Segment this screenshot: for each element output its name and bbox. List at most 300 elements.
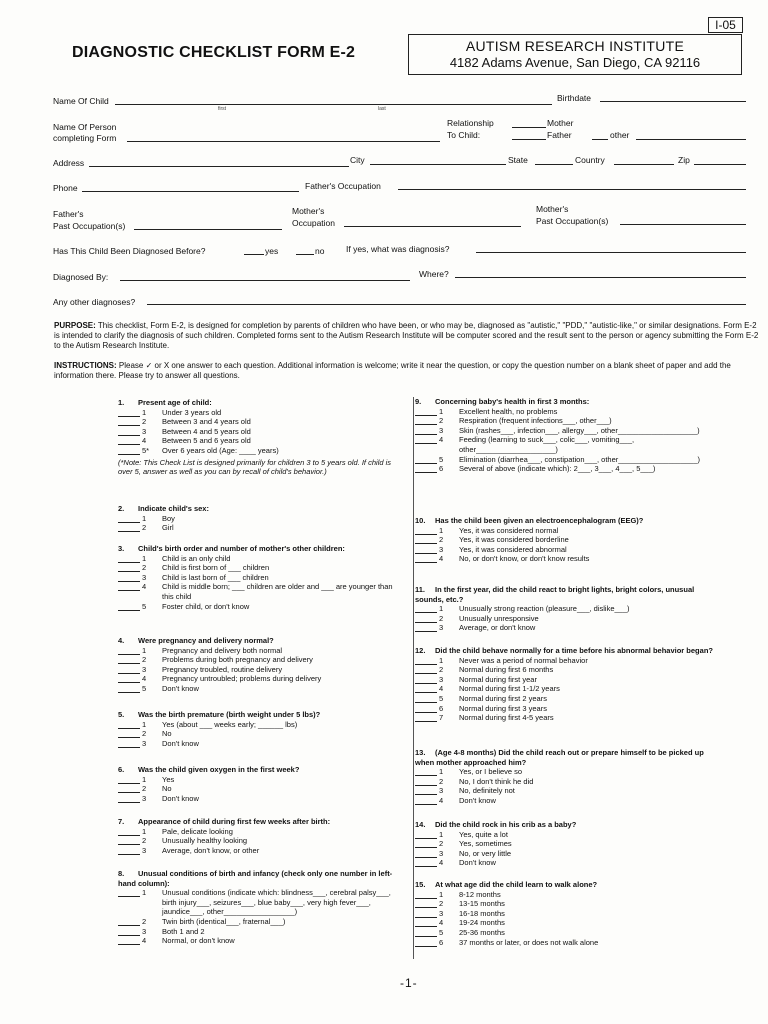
- label-where: Where?: [419, 269, 449, 279]
- answer-checkbox-line[interactable]: [118, 692, 140, 693]
- answer-checkbox-line[interactable]: [118, 944, 140, 945]
- answer-option[interactable]: [415, 909, 715, 919]
- input-name-of-child[interactable]: [115, 104, 552, 105]
- institute-box: [408, 34, 742, 75]
- question-number: 12.: [415, 646, 426, 655]
- option-text: Twin birth (identical___, fraternal___): [162, 916, 286, 926]
- option-number: 2: [142, 916, 147, 926]
- option-number: 5: [142, 683, 147, 693]
- input-relationship-other[interactable]: [636, 139, 746, 140]
- answer-option[interactable]: [415, 665, 715, 675]
- answer-option[interactable]: [118, 739, 393, 749]
- option-text: Don't know: [459, 858, 496, 868]
- label-other: other: [610, 130, 630, 140]
- option-text: Average, or don't know: [459, 623, 536, 633]
- answer-option[interactable]: [118, 917, 393, 927]
- question-5: [415, 748, 715, 806]
- answer-option[interactable]: [415, 830, 715, 840]
- option-text: Normal, or don't know: [162, 936, 235, 946]
- option-text: Feeding (learning to suck___, colic___, vomiting___, other___________________): [459, 435, 635, 454]
- input-country[interactable]: [614, 164, 674, 165]
- question-text: In the first year, did the child react to bright lights, bright colors, unusual sounds, etc.?: [415, 585, 695, 604]
- option-text: Don't know: [459, 795, 496, 805]
- answer-option[interactable]: [118, 720, 393, 730]
- option-text: Pregnancy troubled, routine delivery: [162, 664, 283, 674]
- label-city: City: [350, 155, 365, 165]
- option-number: 4: [439, 435, 444, 445]
- option-number: 3: [439, 786, 444, 796]
- checkbox-diagnosed-no[interactable]: [296, 254, 314, 255]
- option-text: Yes, it was considered borderline: [459, 535, 569, 545]
- question-heading: [118, 398, 393, 408]
- label-no: no: [315, 246, 325, 256]
- answer-option[interactable]: [415, 464, 715, 474]
- answer-option[interactable]: [118, 427, 393, 437]
- answer-option[interactable]: [415, 426, 715, 436]
- option-number: 1: [142, 645, 147, 655]
- page-number: -1-: [400, 976, 418, 990]
- option-number: 3: [142, 926, 147, 936]
- option-number: 1: [142, 719, 147, 729]
- answer-option[interactable]: [415, 435, 715, 454]
- question-text: Concerning baby's health in first 3 months:: [435, 397, 590, 406]
- option-number: 2: [142, 523, 147, 533]
- answer-checkbox-line[interactable]: [415, 443, 437, 444]
- option-text: Respiration (frequent infections___, other___): [459, 416, 612, 426]
- answer-option[interactable]: [415, 407, 715, 417]
- option-number: 1: [439, 655, 444, 665]
- checkbox-mother[interactable]: [512, 127, 546, 128]
- answer-option[interactable]: [118, 784, 393, 794]
- answer-option[interactable]: [415, 777, 715, 787]
- question-4: [415, 646, 715, 723]
- document-id: I-05: [708, 17, 743, 33]
- option-text: 19-24 months: [459, 918, 505, 928]
- answer-option[interactable]: [415, 858, 715, 868]
- option-number: 3: [439, 674, 444, 684]
- instructions-label: INSTRUCTIONS:: [54, 361, 117, 370]
- answer-option[interactable]: [118, 417, 393, 427]
- option-text: Excellent health, no problems: [459, 406, 558, 416]
- answer-option[interactable]: [118, 729, 393, 739]
- option-text: Under 3 years old: [162, 407, 222, 417]
- label-mothers-occupation-2: Occupation: [292, 218, 335, 228]
- option-number: 1: [439, 406, 444, 416]
- form-title: DIAGNOSTIC CHECKLIST FORM E-2: [72, 44, 356, 61]
- question-1: [415, 397, 715, 474]
- label-person-1: Name Of Person: [53, 122, 117, 132]
- answer-checkbox-line[interactable]: [415, 804, 437, 805]
- option-text: Child is middle born; ___ children are older and ___ are younger than this child: [162, 582, 393, 601]
- question-number: 9.: [415, 397, 422, 406]
- option-number: 5*: [142, 445, 150, 455]
- column-divider: [413, 397, 414, 959]
- option-number: 3: [142, 738, 147, 748]
- answer-option[interactable]: [118, 436, 393, 446]
- answer-option[interactable]: [118, 514, 393, 524]
- option-number: 1: [439, 889, 444, 899]
- answer-option[interactable]: [415, 704, 715, 714]
- answer-option[interactable]: [118, 655, 393, 665]
- option-text: Yes, it was considered normal: [459, 525, 559, 535]
- option-text: Unusually unresponsive: [459, 613, 539, 623]
- option-number: 2: [142, 836, 147, 846]
- option-text: Yes, it was considered abnormal: [459, 544, 567, 554]
- option-text: Child is first born of ___ children: [162, 563, 270, 573]
- option-text: Normal during first year: [459, 674, 537, 684]
- input-fathers-occupation[interactable]: [398, 189, 746, 190]
- option-text: Pale, delicate looking: [162, 826, 233, 836]
- input-diagnosis[interactable]: [476, 252, 746, 253]
- option-number: 2: [142, 417, 147, 427]
- answer-option[interactable]: [118, 684, 393, 694]
- answer-option[interactable]: [415, 918, 715, 928]
- option-number: 2: [439, 776, 444, 786]
- answer-option[interactable]: [118, 794, 393, 804]
- answer-option[interactable]: [118, 573, 393, 583]
- answer-checkbox-line[interactable]: [415, 631, 437, 632]
- option-text: Boy: [162, 513, 175, 523]
- question-number: 15.: [415, 880, 426, 889]
- option-text: Foster child, or don't know: [162, 601, 250, 611]
- answer-option[interactable]: [415, 786, 715, 796]
- option-number: 4: [439, 554, 444, 564]
- answer-option[interactable]: [415, 839, 715, 849]
- label-relationship-1: Relationship: [447, 118, 494, 128]
- question-3: [415, 585, 715, 633]
- option-text: Yes (about ___ weeks early; ______ lbs): [162, 719, 298, 729]
- answer-option[interactable]: [118, 927, 393, 937]
- question-text: Was the birth premature (birth weight under 5 lbs)?: [138, 710, 321, 719]
- hint-last: last: [378, 106, 386, 112]
- input-mothers-occupation[interactable]: [344, 226, 521, 227]
- label-person-2: completing Form: [53, 133, 117, 143]
- question-number: 4.: [118, 636, 125, 645]
- answer-option[interactable]: [118, 523, 393, 533]
- answer-option[interactable]: [415, 796, 715, 806]
- input-address[interactable]: [89, 166, 349, 167]
- question-number: 10.: [415, 516, 426, 525]
- question-6: [415, 820, 715, 868]
- input-fathers-past-occupation[interactable]: [134, 229, 282, 230]
- option-number: 2: [142, 563, 147, 573]
- question-number: 14.: [415, 820, 426, 829]
- option-number: 1: [142, 888, 147, 898]
- answer-checkbox-line[interactable]: [118, 531, 140, 532]
- label-country: Country: [575, 155, 605, 165]
- question-text: Appearance of child during first few weeks after birth:: [138, 817, 331, 826]
- option-number: 5: [142, 601, 147, 611]
- label-zip: Zip: [678, 155, 690, 165]
- option-text: Normal during first 6 months: [459, 665, 554, 675]
- hint-first: first: [218, 106, 227, 112]
- option-number: 2: [439, 839, 444, 849]
- answer-option[interactable]: [118, 582, 393, 601]
- question-number: 13.: [415, 748, 426, 757]
- question-2: [415, 516, 715, 564]
- option-text: Don't know: [162, 793, 199, 803]
- checkbox-other[interactable]: [592, 139, 608, 140]
- question-heading: [415, 880, 715, 890]
- question-text: Were pregnancy and delivery normal?: [138, 636, 274, 645]
- option-number: 4: [439, 858, 444, 868]
- label-state: State: [508, 155, 528, 165]
- answer-checkbox-line[interactable]: [118, 802, 140, 803]
- answer-option[interactable]: [118, 563, 393, 573]
- answer-option[interactable]: [415, 849, 715, 859]
- question-2: [118, 504, 393, 533]
- option-number: 5: [439, 693, 444, 703]
- input-other-diagnoses[interactable]: [147, 304, 746, 305]
- label-name-of-child: Name Of Child: [53, 96, 109, 106]
- option-number: 3: [142, 572, 147, 582]
- question-heading: [415, 820, 715, 830]
- input-diagnosed-by[interactable]: [120, 280, 410, 281]
- answer-option[interactable]: [415, 545, 715, 555]
- option-text: Normal during first 3 years: [459, 703, 547, 713]
- input-city[interactable]: [370, 164, 506, 165]
- answer-option[interactable]: [118, 836, 393, 846]
- checkbox-father[interactable]: [512, 139, 546, 140]
- question-heading: [118, 869, 393, 888]
- question-5: [118, 710, 393, 748]
- answer-checkbox-line[interactable]: [415, 946, 437, 947]
- question-heading: [118, 636, 393, 646]
- institute-name: AUTISM RESEARCH INSTITUTE: [465, 38, 685, 54]
- option-text: Yes, sometimes: [459, 839, 512, 849]
- answer-option[interactable]: [415, 684, 715, 694]
- option-text: Child is last born of ___ children: [162, 572, 269, 582]
- question-text: Did the child behave normally for a time before his abnormal behavior began?: [435, 646, 713, 655]
- question-heading: [118, 765, 393, 775]
- option-text: No: [162, 729, 172, 739]
- question-heading: [118, 710, 393, 720]
- option-number: 5: [439, 927, 444, 937]
- label-mothers-past-1: Mother's: [536, 204, 569, 214]
- option-number: 4: [142, 936, 147, 946]
- option-text: No, I don't think he did: [459, 776, 534, 786]
- answer-option[interactable]: [415, 623, 715, 633]
- question-heading: [118, 817, 393, 827]
- answer-option[interactable]: [415, 416, 715, 426]
- option-text: Yes, or I believe so: [459, 767, 523, 777]
- answer-option[interactable]: [118, 554, 393, 564]
- question-heading: [415, 516, 715, 526]
- option-text: No: [162, 784, 172, 794]
- input-phone[interactable]: [82, 191, 299, 192]
- option-number: 1: [142, 513, 147, 523]
- option-text: Don't know: [162, 738, 199, 748]
- label-mother: Mother: [547, 118, 574, 128]
- question-heading: [118, 504, 393, 514]
- input-zip[interactable]: [694, 164, 746, 165]
- option-number: 6: [439, 937, 444, 947]
- question-7: [415, 880, 715, 947]
- option-number: 2: [439, 416, 444, 426]
- option-number: 3: [439, 908, 444, 918]
- answer-option[interactable]: [415, 899, 715, 909]
- answer-checkbox-line[interactable]: [118, 610, 140, 611]
- answer-option[interactable]: [415, 928, 715, 938]
- answer-option[interactable]: [415, 694, 715, 704]
- option-number: 1: [439, 767, 444, 777]
- option-text: Unusually healthy looking: [162, 836, 248, 846]
- question-number: 8.: [118, 869, 125, 878]
- answer-checkbox-line[interactable]: [415, 562, 437, 563]
- option-number: 3: [142, 664, 147, 674]
- label-mothers-occupation-1: Mother's: [292, 206, 325, 216]
- label-fathers-past-1: Father's: [53, 209, 84, 219]
- option-text: Yes: [162, 774, 175, 784]
- option-number: 2: [439, 535, 444, 545]
- option-text: Normal during first 1-1/2 years: [459, 684, 560, 694]
- option-text: No, definitely not: [459, 786, 515, 796]
- option-text: Between 5 and 6 years old: [162, 436, 251, 446]
- answer-option[interactable]: [118, 936, 393, 946]
- answer-option[interactable]: [415, 890, 715, 900]
- option-text: Average, don't know, or other: [162, 845, 260, 855]
- question-4: [118, 636, 393, 694]
- answer-checkbox-line[interactable]: [415, 472, 437, 473]
- option-number: 2: [439, 899, 444, 909]
- label-father: Father: [547, 130, 572, 140]
- option-number: 3: [439, 848, 444, 858]
- answer-checkbox-line[interactable]: [118, 590, 140, 591]
- option-number: 6: [439, 464, 444, 474]
- option-text: 16-18 months: [459, 908, 505, 918]
- purpose-paragraph: [54, 321, 760, 351]
- input-where[interactable]: [455, 277, 746, 278]
- question-number: 6.: [118, 765, 125, 774]
- input-birthdate[interactable]: [600, 101, 746, 102]
- option-number: 2: [142, 784, 147, 794]
- question-text: Unusual conditions of birth and infancy (check only one number in left-hand column):: [118, 869, 393, 888]
- label-address: Address: [53, 158, 85, 168]
- option-text: 25-36 months: [459, 927, 505, 937]
- question-6: [118, 765, 393, 803]
- question-number: 7.: [118, 817, 125, 826]
- option-number: 2: [142, 655, 147, 665]
- option-number: 3: [439, 425, 444, 435]
- input-mothers-past-occupation[interactable]: [620, 224, 746, 225]
- option-text: Normal during first 2 years: [459, 693, 547, 703]
- option-text: 13-15 months: [459, 899, 505, 909]
- question-text: Present age of child:: [138, 398, 212, 407]
- answer-option[interactable]: [118, 674, 393, 684]
- option-text: Normal during first 4-5 years: [459, 713, 554, 723]
- instructions-paragraph: [54, 361, 760, 381]
- label-relationship-2: To Child:: [447, 130, 481, 140]
- label-other-diagnoses: Any other diagnoses?: [53, 297, 136, 307]
- question-heading: [415, 748, 715, 767]
- option-number: 2: [439, 613, 444, 623]
- option-text: Skin (rashes___, infection___, allergy___, other___________________): [459, 425, 700, 435]
- option-number: 3: [142, 845, 147, 855]
- answer-option[interactable]: [118, 846, 393, 856]
- option-text: Unusual conditions (indicate which: blindness___, cerebral palsy___, birth injury___, seizures___, blue baby___, very high fever___, jaundice___, other_________________): [162, 888, 391, 917]
- label-fathers-occupation: Father's Occupation: [305, 181, 381, 191]
- answer-checkbox-line[interactable]: [118, 454, 140, 455]
- question-text: Child's birth order and number of mother's other children:: [138, 544, 345, 553]
- answer-option[interactable]: [415, 675, 715, 685]
- answer-option[interactable]: [415, 713, 715, 723]
- question-note: (*Note: This Check List is designed primarily for children 3 to 5 years old. If child is over 5, answer as well as you can by recall of child's behavior.): [118, 457, 392, 477]
- answer-option[interactable]: [118, 446, 393, 456]
- answer-option[interactable]: [118, 775, 393, 785]
- answer-option[interactable]: [118, 665, 393, 675]
- label-fathers-past-2: Past Occupation(s): [53, 221, 126, 231]
- answer-checkbox-line[interactable]: [118, 896, 140, 897]
- label-diagnosed-by: Diagnosed By:: [53, 272, 109, 282]
- answer-option[interactable]: [118, 646, 393, 656]
- answer-option[interactable]: [118, 602, 393, 612]
- option-text: Between 3 and 4 years old: [162, 417, 251, 427]
- label-yes: yes: [265, 246, 279, 256]
- answer-option[interactable]: [415, 614, 715, 624]
- option-number: 2: [142, 729, 147, 739]
- question-heading: [415, 646, 715, 656]
- option-number: 4: [142, 582, 147, 592]
- answer-option[interactable]: [415, 554, 715, 564]
- purpose-text: This checklist, Form E-2, is designed for completion by parents of children who have been, or who may be, diagnosed as "autistic," "PDD," "autistic-like," or similar designations. Form E-2 is intended to clarify the diagnosis of such children. Completed forms sent to the Autism Research Institute will be computer scored and the result sent to the person or agency submitting the Form E-2 to the Autism Research Institute.: [54, 321, 759, 350]
- answer-option[interactable]: [415, 767, 715, 777]
- option-text: Pregnancy untroubled; problems during delivery: [162, 674, 322, 684]
- option-number: 1: [439, 604, 444, 614]
- question-text: Was the child given oxygen in the first week?: [138, 765, 300, 774]
- input-state[interactable]: [535, 164, 573, 165]
- answer-option[interactable]: [415, 535, 715, 545]
- option-number: 5: [439, 454, 444, 464]
- question-text: Did the child rock in his crib as a baby?: [435, 820, 577, 829]
- answer-option[interactable]: [415, 455, 715, 465]
- option-number: 3: [439, 623, 444, 633]
- answer-option[interactable]: [415, 526, 715, 536]
- answer-option[interactable]: [415, 938, 715, 948]
- option-number: 7: [439, 713, 444, 723]
- option-number: 3: [142, 793, 147, 803]
- answer-checkbox-line[interactable]: [415, 721, 437, 722]
- input-person-completing[interactable]: [127, 141, 440, 142]
- answer-option[interactable]: [415, 656, 715, 666]
- option-text: No, or don't know, or don't know results: [459, 554, 590, 564]
- option-number: 2: [439, 665, 444, 675]
- label-diagnosed-before: Has This Child Been Diagnosed Before?: [53, 246, 206, 256]
- option-text: Both 1 and 2: [162, 926, 205, 936]
- option-number: 4: [142, 436, 147, 446]
- label-phone: Phone: [53, 183, 78, 193]
- purpose-label: PURPOSE:: [54, 321, 96, 330]
- answer-checkbox-line[interactable]: [118, 854, 140, 855]
- question-heading: [415, 585, 715, 604]
- label-mothers-past-2: Past Occupation(s): [536, 216, 609, 226]
- answer-option[interactable]: [118, 827, 393, 837]
- option-text: 37 months or later, or does not walk alone: [459, 937, 599, 947]
- answer-option[interactable]: [118, 408, 393, 418]
- option-number: 1: [142, 407, 147, 417]
- checkbox-diagnosed-yes[interactable]: [244, 254, 264, 255]
- question-text: Indicate child's sex:: [138, 504, 209, 513]
- answer-option[interactable]: [415, 604, 715, 614]
- answer-option[interactable]: [118, 888, 393, 917]
- question-8: [118, 869, 393, 946]
- option-text: Problems during both pregnancy and delivery: [162, 655, 313, 665]
- answer-checkbox-line[interactable]: [118, 747, 140, 748]
- answer-checkbox-line[interactable]: [415, 866, 437, 867]
- option-text: Over 6 years old (Age: ____ years): [162, 445, 279, 455]
- question-text: At what age did the child learn to walk alone?: [435, 880, 598, 889]
- option-text: Several of above (indicate which): 2___, 3___, 4___, 5___): [459, 464, 656, 474]
- option-number: 1: [439, 829, 444, 839]
